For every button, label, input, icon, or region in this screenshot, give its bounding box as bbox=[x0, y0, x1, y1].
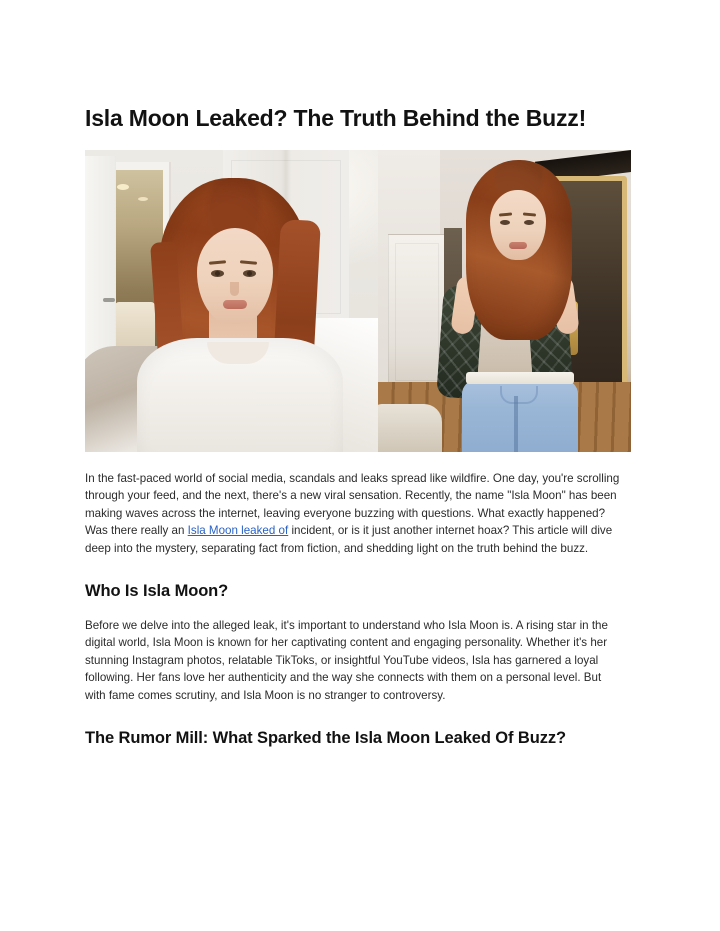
intro-text-after-link: incident, or is it just another internet hoax? This article will dive deep into the mystery, separating fact from fiction, and shedding light on the truth behind the buzz. bbox=[85, 524, 613, 555]
intro-paragraph bbox=[85, 470, 625, 557]
section-heading-who-is-isla-moon: Who Is Isla Moon? bbox=[85, 582, 229, 601]
eye-left-shape bbox=[211, 270, 224, 277]
photo-hallway-fulllength bbox=[378, 150, 631, 452]
figure-isla-moon-fulllength bbox=[378, 150, 631, 452]
page-title: Isla Moon Leaked? The Truth Behind the Buzz! bbox=[85, 105, 587, 131]
eyebrow-left-shape bbox=[209, 260, 226, 264]
white-tshirt-shape bbox=[137, 338, 343, 452]
blue-jeans-shape bbox=[462, 380, 578, 452]
eyebrow-right-shape bbox=[240, 260, 257, 264]
nose-shape bbox=[230, 282, 239, 296]
lips-shape bbox=[509, 242, 527, 249]
document-content bbox=[85, 103, 631, 762]
eyebrow-right-shape bbox=[523, 212, 536, 216]
who-is-isla-moon-paragraph: Before we delve into the alleged leak, it's important to understand who Isla Moon is. A rising star in the digital world, Isla Moon is known for her captivating content and engaging personality. Whether it's her stunning Instagram photos, relatable TikToks, or insightful YouTube videos, Isla has garnered a loyal following. Her fans love her authenticity and the way she connects with them on a personal level. But with fame comes scrutiny, and Isla Moon is no stranger to controversy. bbox=[85, 619, 608, 702]
eyebrow-left-shape bbox=[499, 212, 512, 216]
isla-moon-leaked-of-link[interactable]: Isla Moon leaked of bbox=[187, 524, 289, 538]
lips-shape bbox=[223, 300, 247, 309]
face-shape bbox=[197, 228, 273, 324]
section-heading-rumor-mill: The Rumor Mill: What Sparked the Isla Moon Leaked Of Buzz? bbox=[85, 729, 566, 748]
figure-isla-moon-selfie bbox=[85, 150, 378, 452]
image-gallery bbox=[85, 150, 631, 452]
rug-shape bbox=[378, 404, 442, 452]
photo-bedroom-selfie bbox=[85, 150, 378, 452]
eye-right-shape bbox=[243, 270, 256, 277]
eye-right-shape bbox=[524, 220, 534, 225]
intro-text-before-link: In the fast-paced world of social media, scandals and leaks spread like wildfire. One day, you're scrolling through your feed, and the next, there's a new viral sensation. Recently, the name "Isla Moon" has been making waves across the internet, leaving everyone buzzing with questions. What exactly happened? Was there really an bbox=[85, 472, 620, 538]
eye-left-shape bbox=[500, 220, 510, 225]
face-shape bbox=[490, 190, 546, 260]
door-knob-shape bbox=[103, 298, 115, 302]
